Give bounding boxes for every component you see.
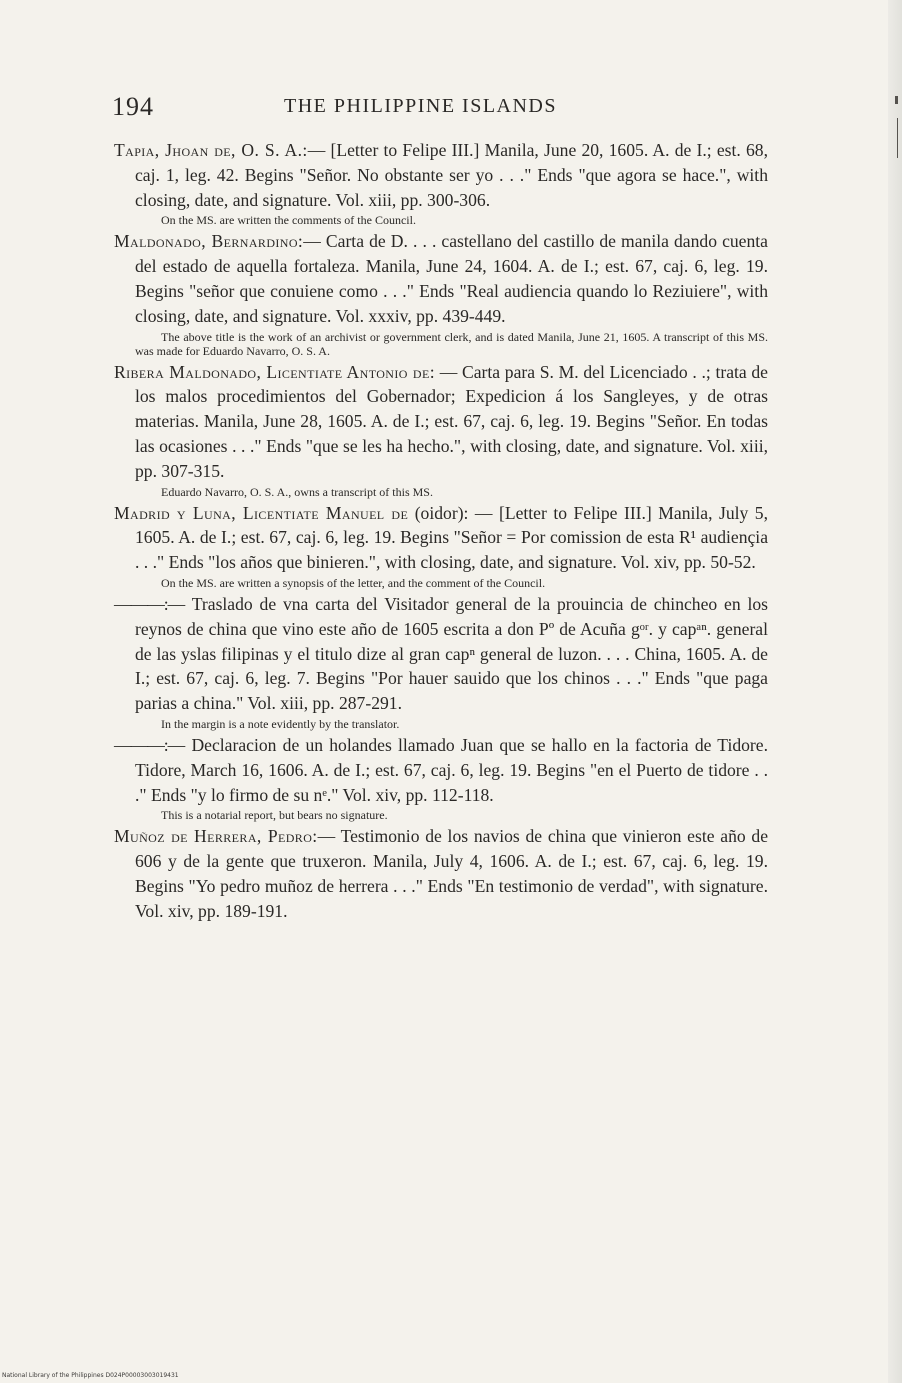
entry [114,360,768,484]
entry-body: — Traslado de vna carta del Visitador general de la prouincia de chincheo en los reynos de china que vino este año de 1605 escrita a don Pº de Acuña gᵒʳ. y capᵃⁿ. general de las yslas filipinas y el titulo dize al gran capⁿ general de luzon. . . . China, 1605. A. de I.; est. 67, caj. 6, leg. 7. Begins "Por hauer sauido que los chinos . . ." Ends "que paga parias a china." Vol. xiii, pp. 287-291. [135,593,768,714]
entry-heading: ———: [114,593,168,614]
page-edge [888,0,902,1383]
page-number: 194 [112,92,154,121]
edge-mark [895,96,898,104]
entry-note: The above title is the work of an archivist or government clerk, and is dated Manila, June 21, 1605. A transcript of this MS. was made for Eduardo Navarro, O. S. A. [135,329,768,358]
entry-heading: Tapia, Jhoan de, O. S. A.: [114,140,308,160]
entry-heading: Maldonado, Bernardino: [114,231,304,252]
entry-note: This is a notarial report, but bears no signature. [161,808,388,823]
bibliography-list [114,138,768,924]
entry [114,592,768,716]
entry-body: — Carta de D. . . . castellano del castillo de manila dando cuenta del estado de aquella fortaleza. Manila, June 24, 1604. A. de I.; est. 67, caj. 6, leg. 19. Begins "señor que conuiene como . . ." Ends "Real audiencia quando lo Reziuiere", with closing, date, and signature. Vol. xxxiv, pp. 439-449. [135,231,768,326]
entry-note: On the MS. are written a synopsis of the letter, and the comment of the Council. [161,575,546,590]
entry-body: — Declaracion de un holandes llamado Juan que se hallo en la factoria de Tidore. Tidore, March 16, 1606. A. de I.; est. 67, caj. 6, leg. 19. Begins "en el Puerto de tidore . . ." Ends "y lo firmo de su nᵉ." Vol. xiv, pp. 112-118. [135,734,768,805]
entry [114,733,768,807]
entry-heading: Ribera Maldonado, Licentiate Antonio de: [114,361,435,382]
entry-heading: Muñoz de Herrera, Pedro: [114,826,318,847]
entry-body: — Carta para S. M. del Licenciado . .; trata de los malos procedimientos del Gobernador; Expedicion á los Sangleyes, y de otras materias. Manila, June 28, 1605. A. de I.; est. 67, caj. 6, leg. 19. Begins "Señor. En todas las ocasiones . . ." Ends "que se les ha hecho.", with closing, date, and signature. Vol. xiii, pp. 307-315. [135,361,768,481]
entry-body: (oidor): — [Letter to Felipe III.] Manila, July 5, 1605. A. de I.; est. 67, caj. 6, leg. 19. Begins "Señor = Por comission de esta R¹ audiençia . . ." Ends "los años que binieren.", with closing, date, and signature. Vol. xiv, pp. 50-52. [135,502,768,573]
entry-note: In the margin is a note evidently by the translator. [161,716,400,731]
edge-mark [897,118,898,158]
entry-body: — Testimonio de los navios de china que vinieron este año de 606 y de la gente que truxeron. Manila, July 4, 1606. A. de I.; est. 67, caj. 6, leg. 19. Begins "Yo pedro muñoz de herrera . . ." Ends "En testimonio de verdad", with signature. Vol. xiv, pp. 189-191. [135,826,769,921]
entry [114,501,768,575]
page-header [112,92,792,126]
entry-note: On the MS. are written the comments of the Council. [161,213,416,228]
entry-body: — [Letter to Felipe III.] Manila, June 20, 1605. A. de I.; est. 68, caj. 1, leg. 42. Begins "Señor. No obstante ser yo . . ." Ends "que agora se hace.", with closing, date, and signature. Vol. xiii, pp. 300-306. [135,140,768,210]
running-title: THE PHILIPPINE ISLANDS [284,95,557,117]
entry [114,138,768,212]
entry-heading: Madrid y Luna, Licentiate Manuel de [114,502,409,523]
entry [114,229,768,328]
scan-credit: National Library of the Philippines D024P00003003019431 [2,1372,179,1379]
entry-note: Eduardo Navarro, O. S. A., owns a transcript of this MS. [161,484,433,499]
entry-heading: ———: [114,734,168,755]
entry [114,824,768,923]
